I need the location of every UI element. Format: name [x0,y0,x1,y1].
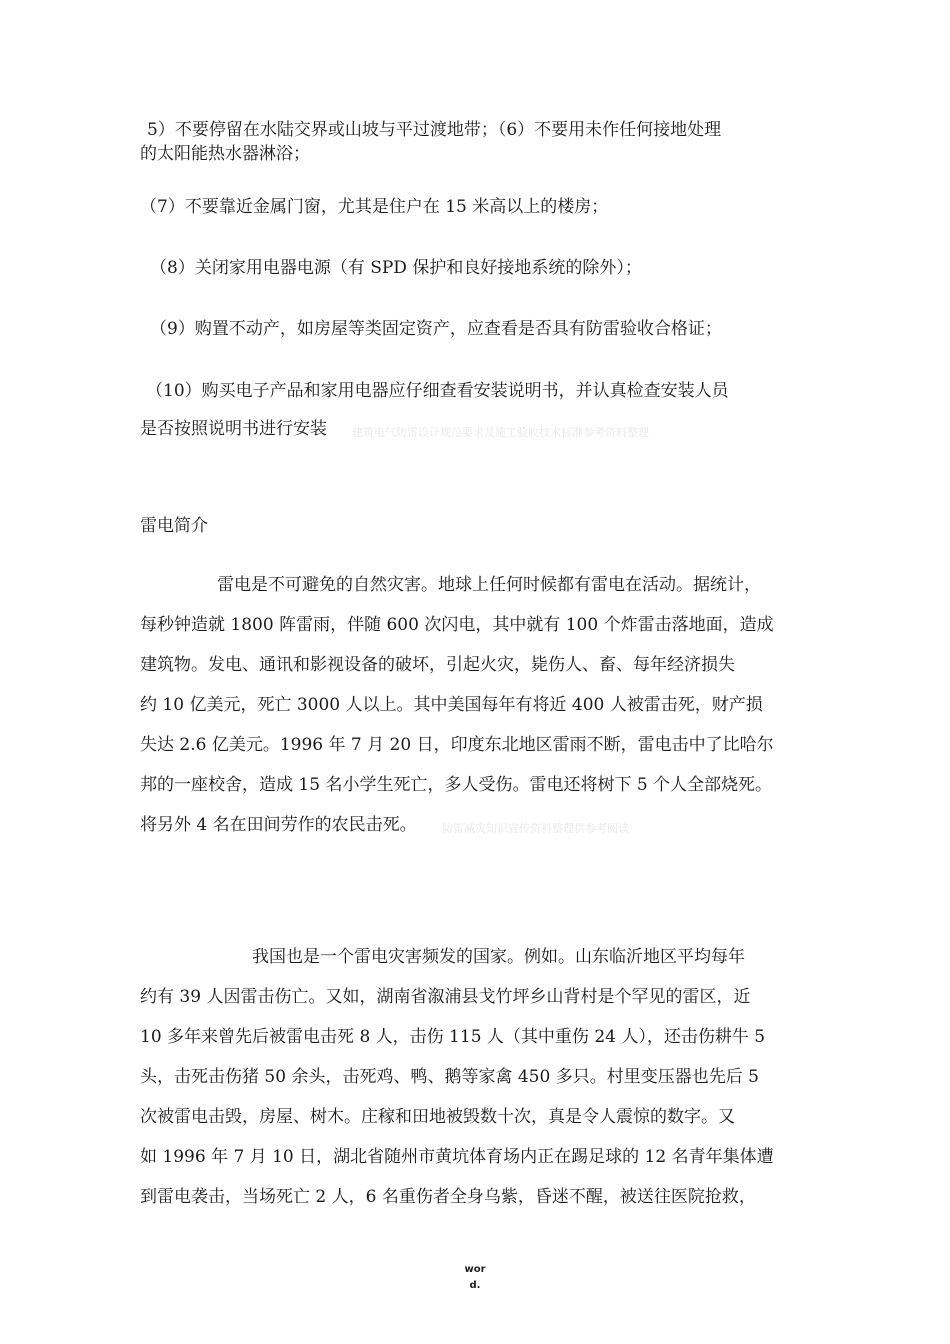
faint-watermark-text: 防雷减灾知识宣传资料整理供参考阅读 [442,822,629,835]
footer-line: d. [469,1280,481,1291]
paragraph-line: 10 多年来曾先后被雷电击死 8 人，击伤 115 人（其中重伤 24 人），还击伤耕牛 5 [140,1027,766,1047]
footer-line: wor [464,1264,486,1275]
paragraph-line: 建筑物。发电、通讯和影视设备的破坏，引起火灾，毙伤人、畜、每年经济损失 [140,655,735,675]
paragraph-line: 每秒钟造就 1800 阵雷雨，伴随 600 次闪电，其中就有 100 个炸雷击落地面，造成 [140,615,774,635]
list-item-8: （8）关闭家用电器电源（有 SPD 保护和良好接地系统的除外）； [150,258,642,278]
paragraph-line: 失达 2.6 亿美元。1996 年 7 月 20 日，印度东北地区雷雨不断，雷电击中了比哈尔 [140,735,774,755]
section-title: 雷电简介 [140,516,208,536]
faint-watermark-text: 建筑电气防雷设计规范要求及施工验收技术标准参考资料整理 [352,426,649,439]
list-item-5-line1: 5）不要停留在水陆交界或山坡与平过渡地带；（6）不要用未作任何接地处理 [147,120,722,140]
paragraph-line: 约有 39 人因雷击伤亡。又如，湖南省溆浦县戈竹坪乡山背村是个罕见的雷区，近 [140,987,751,1007]
list-item-9: （9）购置不动产，如房屋等类固定资产，应查看是否具有防雷验收合格证； [150,319,722,339]
list-item-5-line2: 的太阳能热水器淋浴； [140,144,310,164]
paragraph-line: 到雷电袭击，当场死亡 2 人，6 名重伤者全身乌紫，昏迷不醒，被送往医院抢救， [140,1187,756,1207]
paragraph-line: 次被雷电击毁，房屋、树木。庄稼和田地被毁数十次，真是令人震惊的数字。又 [140,1107,735,1127]
paragraph-line: 雷电是不可避免的自然灾害。地球上任何时候都有雷电在活动。据统计， [217,575,761,595]
paragraph-line: 邦的一座校舍，造成 15 名小学生死亡，多人受伤。雷电还将树下 5 个人全部烧死。 [140,775,773,795]
paragraph-line: 我国也是一个雷电灾害频发的国家。例如。山东临沂地区平均每年 [252,947,745,967]
paragraph-line: 约 10 亿美元，死亡 3000 人以上。其中美国每年有将近 400 人被雷击死，财产损 [140,695,763,715]
paragraph-line: 将另外 4 名在田间劳作的农民击死。 [140,815,417,835]
list-item-7: （7）不要靠近金属门窗，尤其是住户在 15 米高以上的楼房； [140,197,609,217]
paragraph-line: 如 1996 年 7 月 10 日，湖北省随州市黄坑体育场内正在踢足球的 12 名青年集体遭 [140,1147,774,1167]
list-item-10-line1: （10）购买电子产品和家用电器应仔细查看安装说明书，并认真检查安装人员 [146,381,729,401]
paragraph-line: 头，击死击伤猪 50 余头，击死鸡、鸭、鹅等家禽 450 多只。村里变压器也先后 5 [140,1067,759,1087]
list-item-10-line2: 是否按照说明书进行安装 [140,419,327,439]
